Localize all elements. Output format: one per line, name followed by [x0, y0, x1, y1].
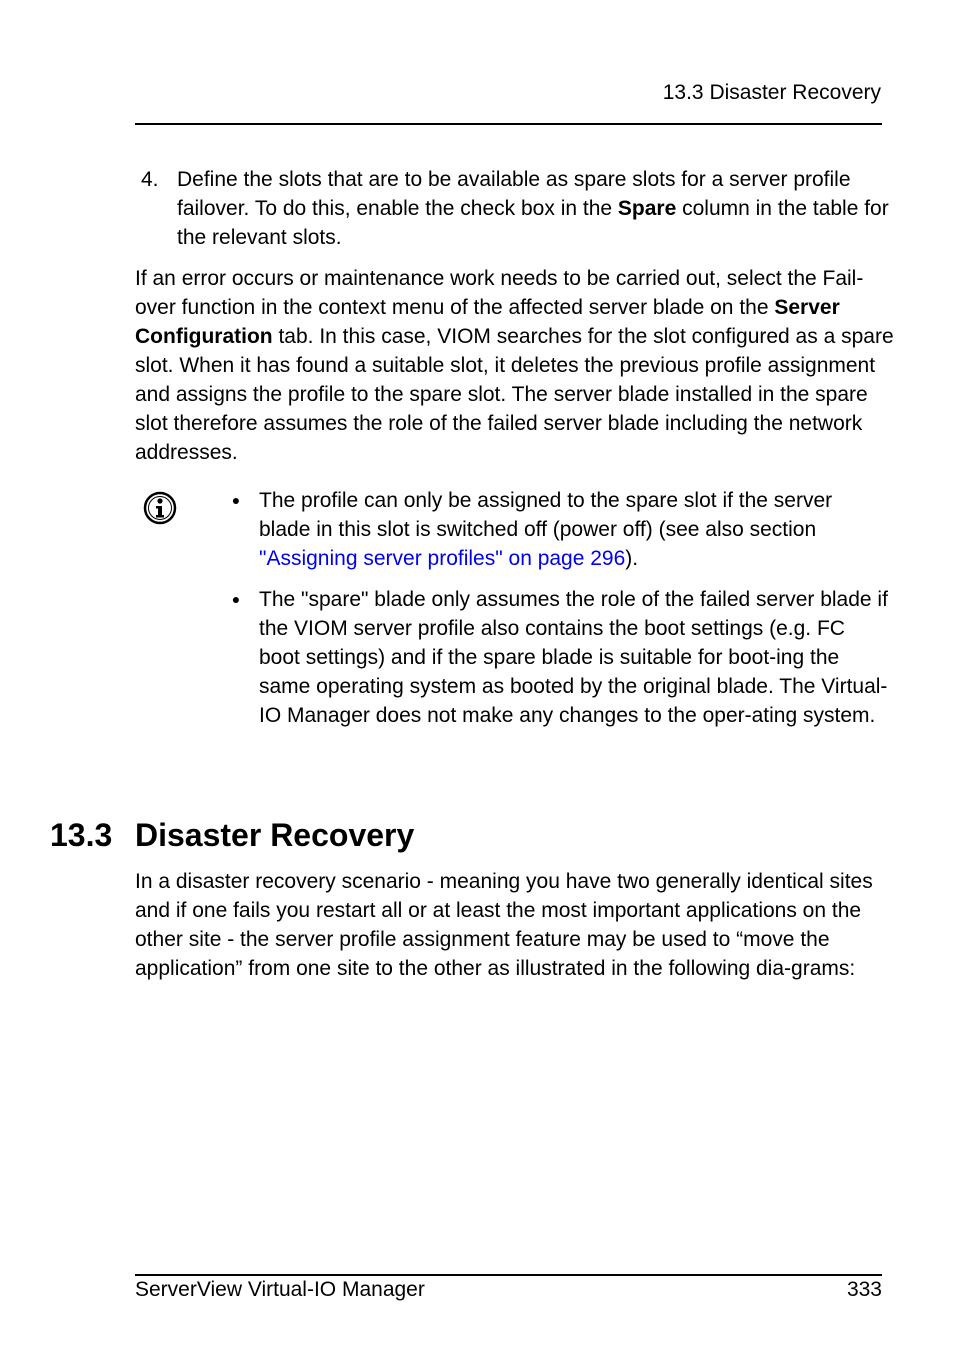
bullet-dot: ● [231, 591, 241, 607]
disaster-recovery-paragraph: In a disaster recovery scenario - meaning you have two generally identical sites and if one fails you restart all or at least the most important applications on the other site - the server profile assignment feature may be used to “move the application” from one site to the other as illustrated in the following dia-grams: [135, 870, 873, 980]
bullet-dot: ● [231, 492, 241, 508]
bullet1-text-before: The profile can only be assigned to the spare slot if the server blade in this slot is switched off (power off) (see also section [259, 489, 833, 541]
info-icon [143, 491, 177, 525]
note-bullet-2 [230, 585, 890, 730]
page-number: 333 [846, 1278, 882, 1301]
step-number: 4. [141, 168, 159, 191]
note-bullet-1 [230, 486, 890, 573]
step-bold-term: Spare [617, 197, 677, 220]
note-bullet-2-text: The "spare" blade only assumes the role of the failed server blade if the VIOM server profile also contains the boot settings (e.g. FC boot settings) and if the spare blade is suitable for boot-ing the same operating system as booted by the original blade. The Virtual-IO Manager does not make any changes to the oper-ating system. [259, 588, 888, 727]
step-text-before: Define the slots that are to be available as spare slots for a server profile failover. To do this, enable the check box in the [177, 168, 851, 220]
header-rule [135, 123, 882, 125]
failover-text-before: If an error occurs or maintenance work needs to be carried out, select the Fail-over function in the context menu of the affected server blade on the [135, 267, 864, 319]
step-text-after: column in the table for the relevant slots. [177, 197, 889, 249]
section-title: Disaster Recovery [135, 817, 415, 853]
failover-bold-term: Server Configuration [135, 296, 840, 348]
step-item [135, 165, 895, 252]
footer-title: ServerView Virtual-IO Manager [135, 1278, 425, 1301]
step-text [177, 165, 892, 252]
failover-text-after: tab. In this case, VIOM searches for the slot configured as a spare slot. When it has found a suitable slot, it deletes the previous profile assignment and assigns the profile to the spare slot. The server blade installed in the spare slot therefore assumes the role of the failed server blade including the network addresses. [135, 325, 894, 464]
note-bullet-1-text [259, 486, 889, 573]
assigning-server-profiles-link[interactable]: "Assigning server profiles" on page 296 [259, 547, 626, 570]
bullet1-text-after: ). [625, 547, 639, 570]
running-header: 13.3 Disaster Recovery [662, 81, 881, 104]
section-heading [50, 815, 414, 855]
failover-paragraph [135, 264, 895, 467]
section-number: 13.3 [50, 817, 113, 853]
